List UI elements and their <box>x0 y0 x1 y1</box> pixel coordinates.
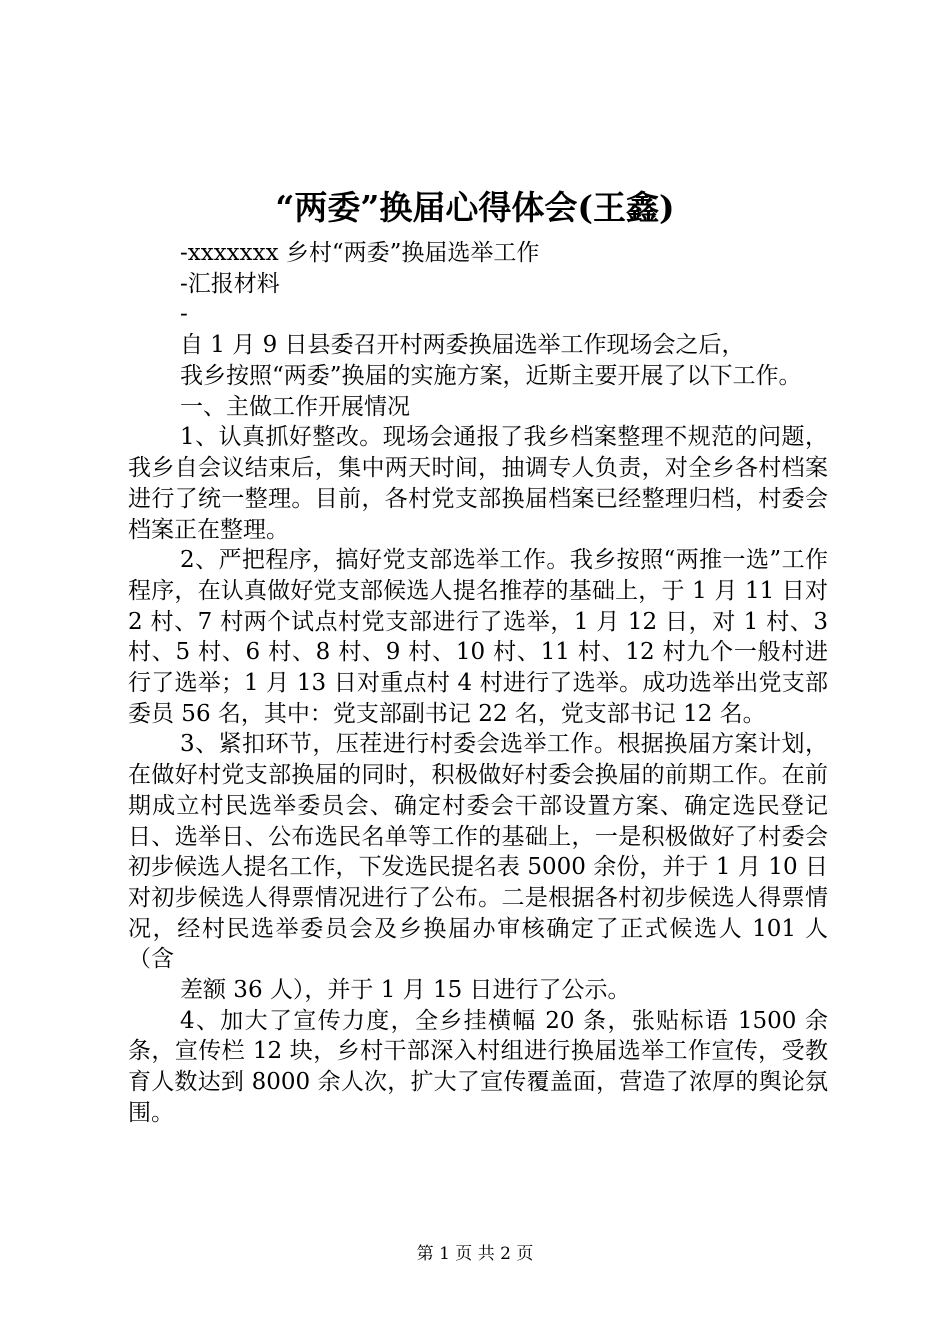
section-heading: 一、主做工作开展情况 <box>180 393 410 420</box>
paragraph-intro-continued: 我乡按照“两委”换届的实施方案，近斯主要开展了以下工作。 <box>180 363 802 389</box>
subtitle-line-1: -xxxxxxx 乡村“两委”换届选举工作 <box>180 240 540 266</box>
paragraph-item-1: 1、认真抓好整改。现场会通报了我乡档案整理不规范的问题，我乡自会议结束后，集中两天时间，抽调专人负责，对全乡各村档案进行了统一整理。目前，各村党支部换届档案已经整理归档，村委会档案正在整理。 <box>128 424 828 543</box>
intro-line: 自 1 月 9 日县委召开村两委换届选举工作现场会之后， <box>180 332 745 358</box>
subtitle-line-2: -汇报材料 <box>180 271 280 297</box>
paragraph-item-3: 3、紧扣环节，压茬进行村委会选举工作。根据换届方案计划，在做好村党支部换届的同时，积极做好村委会换届的前期工作。在前期成立村民选举委员会、确定村委会干部设置方案、确定选民登记日、选举日、公布选民名单等工作的基础上，一是积极做好了村委会初步候选人提名工作，下发选民提名表 5000 余份，并于 1 月 10 日对初步候选人得票情况进行了公布。二是根据各村初步候选人得票情况，经村民选举委员会及乡换届办审核确定了正式候选人 101 人（含 <box>128 731 828 973</box>
subtitle-line-3: - <box>180 301 188 327</box>
paragraph-item-2: 2、严把程序，搞好党支部选举工作。我乡按照“两推一选”工作程序，在认真做好党支部候选人提名推荐的基础上，于 1 月 11 日对 2 村、7 村两个试点村党支部进行了选举，1 月 12 日，对 1 村、3 村、5 村、6 村、8 村、9 村、10 村、11 村、12 村九个一般村进行了选举；1 月 13 日对重点村 4 村进行了选举。成功选举出党支部委员 56 名，其中：党支部副书记 22 名，党支部书记 12 名。 <box>128 547 828 727</box>
page-footer: 第 1 页 共 2 页 <box>416 1244 534 1264</box>
paragraph-item-4: 4、加大了宣传力度，全乡挂横幅 20 条，张贴标语 1500 余条，宣传栏 12 块，乡村干部深入村组进行换届选举工作宣传，受教育人数达到 8000 余人次，扩大了宣传覆盖面，营造了浓厚的舆论氛围。 <box>128 1007 828 1126</box>
document-title: “两委”换届心得体会(王鑫) <box>275 188 675 227</box>
paragraph-item-3-continued: 差额 36 人），并于 1 月 15 日进行了公示。 <box>180 977 631 1004</box>
document-body <box>128 361 828 1129</box>
